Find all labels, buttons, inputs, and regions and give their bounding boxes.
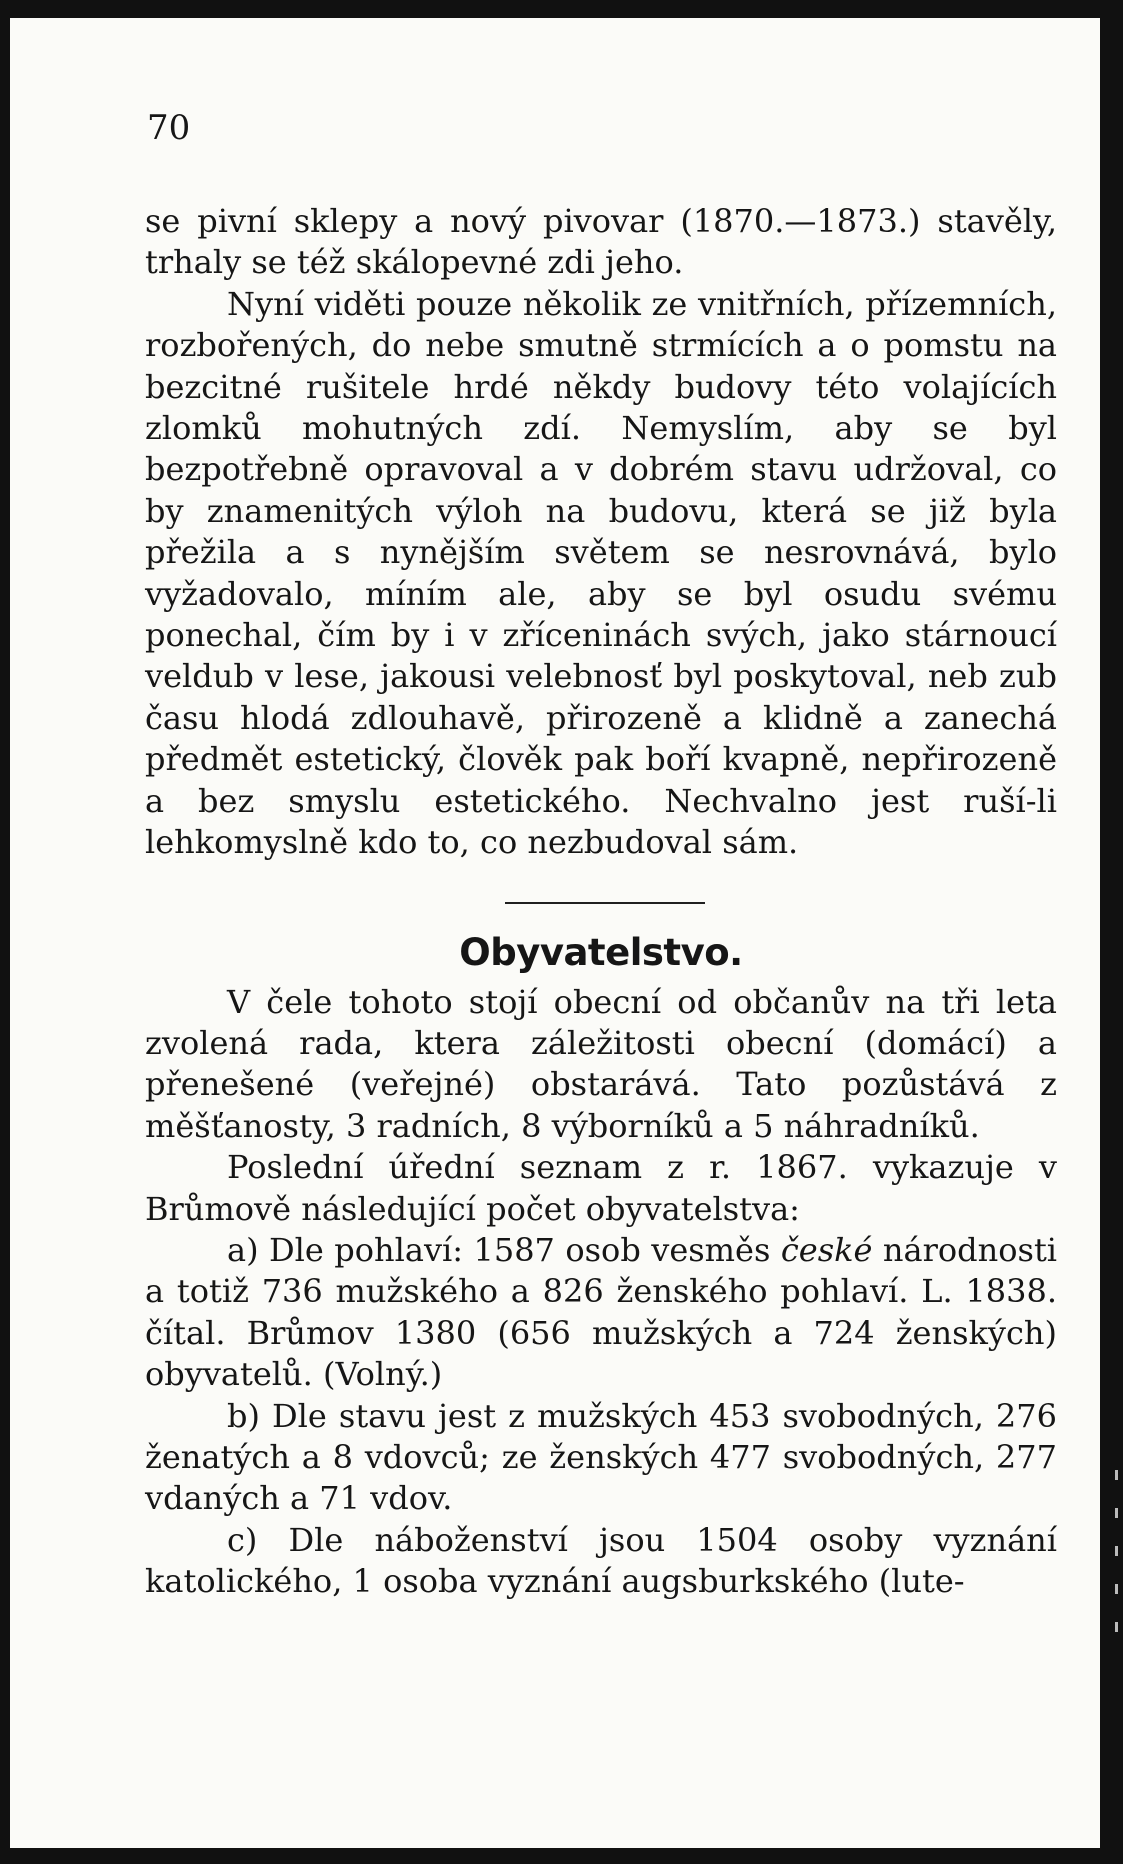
text-column [145,201,1057,1603]
section-divider [505,902,705,904]
paragraph: V čele tohoto stojí obecní od občanův na tři leta zvolená rada, ktera záležitosti obecní (domácí) a přenešené (veřejné) obstarává. Tato pozůstává z měšťanosty, 3 radních, 8 výborníků a 5 náhradníků. [145,982,1057,1145]
paragraph: b) Dle stavu jest z mužských 453 svobodných, 276 ženatých a 8 vdovců; ze ženských 477 svobodných, 277 vdaných a 71 vdov. [145,1396,1057,1518]
page-number: 70 [147,108,191,148]
paragraph: Poslední úřední seznam z r. 1867. vykazuje v Brůmově následující počet obyvatelstva: [145,1148,1057,1228]
italic-word: české [780,1230,873,1269]
paragraph: Nyní viděti pouze několik ze vnitřních, přízemních, rozbořených, do nebe smutně strmících a o pomstu na bezcitné rušitele hrdé někdy budovy této volajících zlomků mohutných zdí. Nemyslím, aby se byl bezpotřebně opravoval a v dobrém stavu udržoval, co by znamenitých výloh na budovu, která se již byla přežila a s nynějším světem se nesrovnává, bylo vyžadovalo, míním ale, aby se byl osudu svému ponechal, čím by i v zříceninách svých, jako stárnoucí veldub v lese, jakousi velebnosť byl poskytoval, neb zub času hlodá zdlouhavě, přirozeně a klidně a zanechá předmět estetický, člověk pak boří kvapně, nepřirozeně a bez smyslu estetického. Nechvalno jest ruší-li lehkomyslně kdo to, co nezbudoval sám. [145,284,1057,862]
book-page [10,18,1100,1848]
paragraph: c) Dle náboženství jsou 1504 osoby vyznání katolického, 1 osoba vyznání augsburkského (lute- [145,1520,1057,1601]
section-heading: Obyvatelstvo. [459,930,743,974]
text-span: a) Dle pohlaví: 1587 osob vesměs [227,1230,771,1269]
text-span: národnosti a totiž 736 mužského a 826 ženského pohlaví. L. 1838. čítal. Brůmov 1380 (656 mužských a 724 ženských) obyvatelů. (Volný.) [145,1230,1058,1394]
scan-edge-marks [1109,1470,1123,1700]
paragraph [145,1230,1057,1396]
paragraph: se pivní sklepy a nový pivovar (1870.—1873.) stavěly, trhaly se též skálopevné zdi jeho. [145,202,1057,282]
